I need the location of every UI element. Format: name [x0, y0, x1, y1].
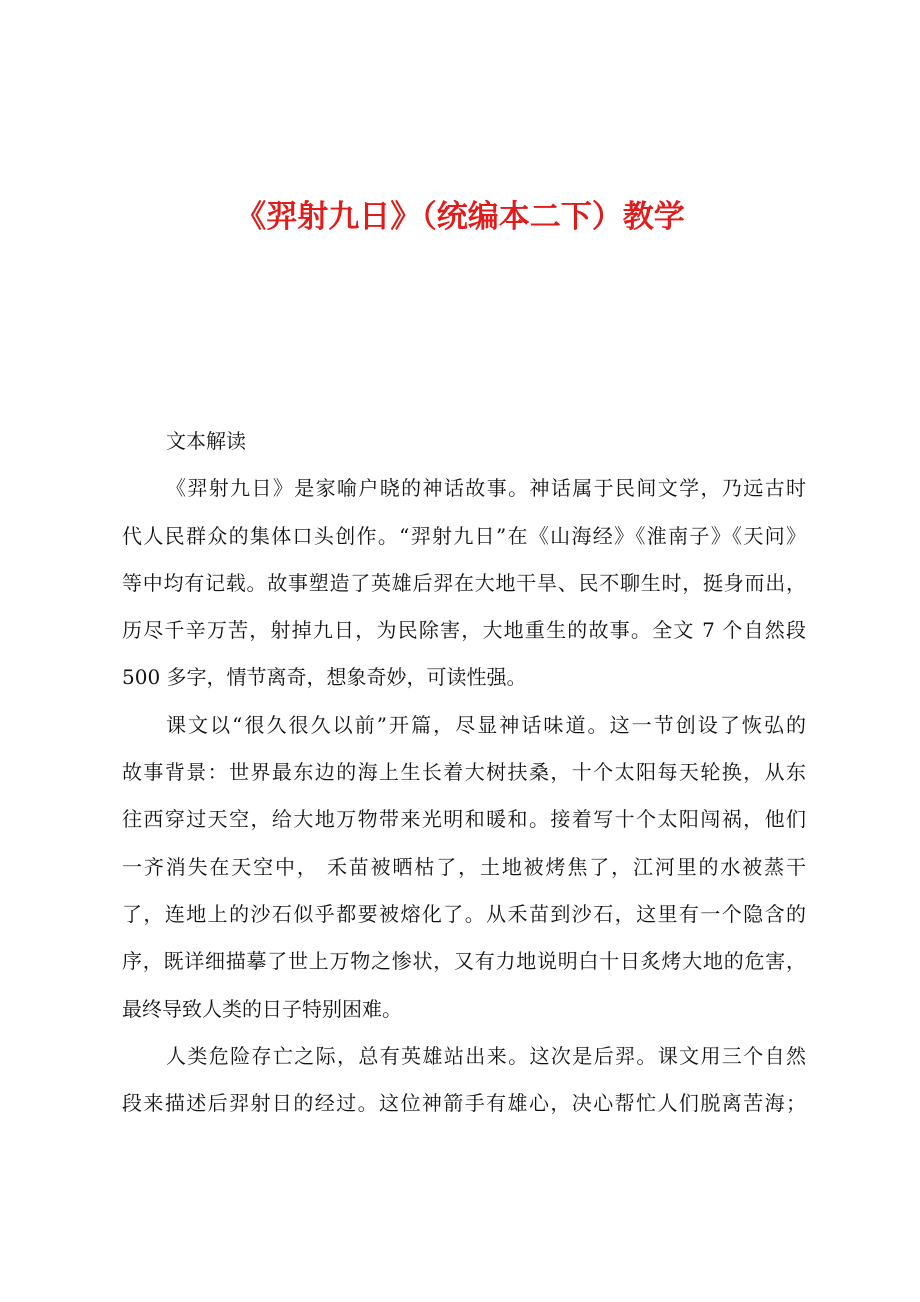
paragraph-line: 了，连地上的沙石似乎都要被熔化了。从禾苗到沙石，这里有一个隐含的	[122, 901, 806, 926]
paragraph-line: 课文以“很久很久以前”开篇，尽显神话味道。这一节创设了恢弘的	[166, 712, 806, 737]
paragraph-line: 等中均有记载。故事塑造了英雄后羿在大地干旱、民不聊生时，挺身而出，	[122, 570, 806, 595]
paragraph-line: 段来描述后羿射日的经过。这位神箭手有雄心，决心帮忙人们脱离苦海；	[122, 1091, 806, 1116]
paragraph-line: 《羿射九日》是家喻户晓的神话故事。神话属于民间文学，乃远古时	[166, 476, 806, 501]
paragraph-line: 500 多字，情节离奇，想象奇妙，可读性强。	[122, 665, 527, 690]
paragraph-line: 代人民群众的集体口头创作。“羿射九日”在《山海经》《淮南子》《天问》	[122, 523, 806, 548]
paragraph-3	[122, 1033, 806, 1128]
paragraph-line: 往西穿过天空，给大地万物带来光明和暖和。接着写十个太阳闯祸，他们	[122, 807, 806, 832]
paragraph-line: 序，既详细描摹了世上万物之惨状，又有力地说明白十日炙烤大地的危害，	[122, 949, 806, 974]
document-body	[122, 418, 806, 1127]
document-title: 《羿射九日》（统编本二下）教学	[235, 199, 685, 235]
paragraph-line: 故事背景：世界最东边的海上生长着大树扶桑，十个太阳每天轮换，从东	[122, 760, 806, 785]
paragraph-2	[122, 702, 806, 1033]
paragraph-line: 一齐消失在天空中， 禾苗被晒枯了，土地被烤焦了，江河里的水被蒸干	[122, 854, 806, 879]
paragraph-1	[122, 465, 806, 701]
paragraph-line: 人类危险存亡之际，总有英雄站出来。这次是后羿。课文用三个自然	[166, 1043, 806, 1068]
paragraph-line: 历尽千辛万苦，射掉九日，为民除害，大地重生的故事。全文 7 个自然段	[122, 618, 806, 643]
section-heading: 文本解读	[166, 429, 246, 453]
paragraph-line: 最终导致人类的日子特别困难。	[122, 996, 402, 1021]
